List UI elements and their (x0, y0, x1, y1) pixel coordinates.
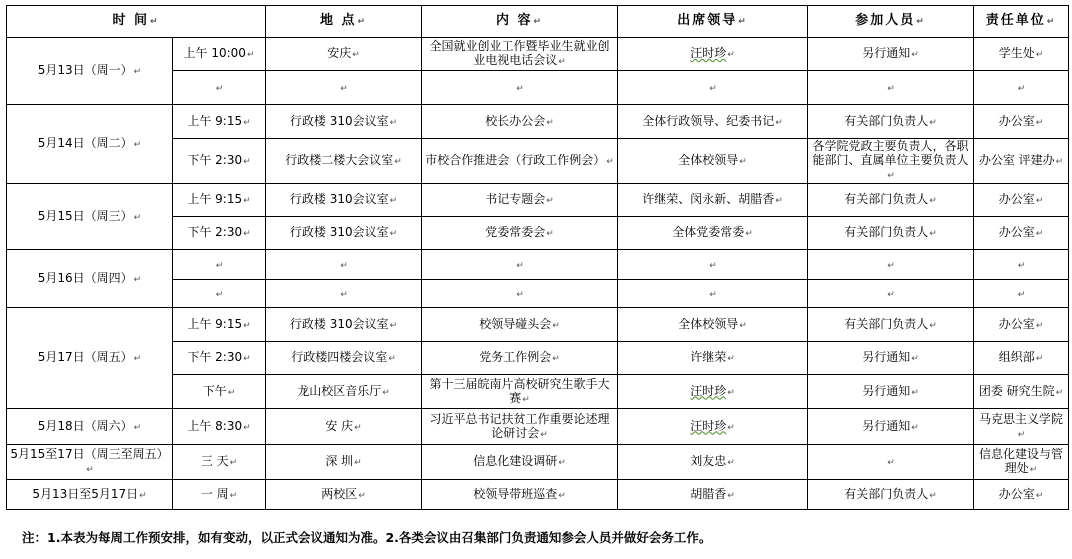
leader-cell: 许继荣↵ (618, 342, 808, 375)
attendees-cell: 另行通知↵ (808, 38, 974, 71)
leader-cell: 许继荣、闵永新、胡腊香↵ (618, 184, 808, 217)
header-time: 时 间↵ (7, 6, 266, 38)
leader-cell: ↵ (618, 71, 808, 105)
schedule-table (6, 5, 1069, 510)
time-cell: 三 天↵ (173, 445, 266, 480)
attendees-cell: 有关部门负责人↵ (808, 217, 974, 250)
place-cell: 行政楼 310会议室↵ (266, 184, 422, 217)
attendees-cell: ↵ (808, 280, 974, 308)
time-cell: ↵ (173, 280, 266, 308)
table-row (7, 409, 1069, 445)
content-cell: 党务工作例会↵ (422, 342, 618, 375)
content-cell: 校长办公会↵ (422, 105, 618, 139)
place-cell: ↵ (266, 71, 422, 105)
attendees-cell: 有关部门负责人↵ (808, 184, 974, 217)
leader-cell: 汪时珍↵ (618, 409, 808, 445)
place-cell: 安 庆↵ (266, 409, 422, 445)
leader-cell: 全体校领导↵ (618, 139, 808, 184)
time-cell: 上午 8:30↵ (173, 409, 266, 445)
header-leader: 出席领导↵ (618, 6, 808, 38)
place-cell: 深 圳↵ (266, 445, 422, 480)
unit-cell: 信息化建设与管理处↵ (974, 445, 1069, 480)
content-cell: 党委常委会↵ (422, 217, 618, 250)
unit-cell: 马克思主义学院↵ (974, 409, 1069, 445)
leader-cell: 胡腊香↵ (618, 480, 808, 510)
attendees-cell: 有关部门负责人↵ (808, 105, 974, 139)
place-cell: 行政楼四楼会议室↵ (266, 342, 422, 375)
leader-cell: ↵ (618, 280, 808, 308)
place-cell: ↵ (266, 280, 422, 308)
header-place: 地 点↵ (266, 6, 422, 38)
table-row (7, 105, 1069, 139)
time-cell: 下午↵ (173, 375, 266, 409)
content-cell: 市校合作推进会（行政工作例会）↵ (422, 139, 618, 184)
place-cell: 龙山校区音乐厅↵ (266, 375, 422, 409)
time-cell: 下午 2:30↵ (173, 342, 266, 375)
date-cell: 5月15日（周三）↵ (7, 184, 173, 250)
date-cell: 5月13日至5月17日↵ (7, 480, 173, 510)
attendees-cell: 有关部门负责人↵ (808, 480, 974, 510)
unit-cell: 办公室↵ (974, 308, 1069, 342)
content-cell: ↵ (422, 280, 618, 308)
place-cell: ↵ (266, 250, 422, 280)
time-cell: 上午 9:15↵ (173, 184, 266, 217)
content-cell: 习近平总书记扶贫工作重要论述理论研讨会↵ (422, 409, 618, 445)
table-row (7, 250, 1069, 280)
time-cell: 上午 9:15↵ (173, 105, 266, 139)
place-cell: 行政楼 310会议室↵ (266, 308, 422, 342)
table-row (7, 184, 1069, 217)
time-cell: 上午 9:15↵ (173, 308, 266, 342)
content-cell: 书记专题会↵ (422, 184, 618, 217)
table-row (7, 38, 1069, 71)
date-cell: 5月17日（周五）↵ (7, 308, 173, 409)
unit-cell: ↵ (974, 280, 1069, 308)
unit-cell: 办公室 评建办↵ (974, 139, 1069, 184)
content-cell: ↵ (422, 71, 618, 105)
attendees-cell: 各学院党政主要负责人，各职能部门、直属单位主要负责人↵ (808, 139, 974, 184)
time-cell: ↵ (173, 71, 266, 105)
unit-cell: 学生处↵ (974, 38, 1069, 71)
content-cell: 全国就业创业工作暨毕业生就业创业电视电话会议↵ (422, 38, 618, 71)
unit-cell: 办公室↵ (974, 105, 1069, 139)
header-row (7, 6, 1069, 38)
unit-cell: 组织部↵ (974, 342, 1069, 375)
time-cell: 上午 10:00↵ (173, 38, 266, 71)
content-cell: 校领导带班巡查↵ (422, 480, 618, 510)
header-unit: 责任单位↵ (974, 6, 1069, 38)
attendees-cell: ↵ (808, 71, 974, 105)
leader-cell: ↵ (618, 250, 808, 280)
attendees-cell: 有关部门负责人↵ (808, 308, 974, 342)
unit-cell: 办公室↵ (974, 217, 1069, 250)
time-cell: 下午 2:30↵ (173, 139, 266, 184)
time-cell: 一 周↵ (173, 480, 266, 510)
content-cell: ↵ (422, 250, 618, 280)
leader-cell: 刘友忠↵ (618, 445, 808, 480)
date-cell: 5月14日（周二）↵ (7, 105, 173, 184)
unit-cell: ↵ (974, 71, 1069, 105)
place-cell: 行政楼 310会议室↵ (266, 217, 422, 250)
content-cell: 第十三届皖南片高校研究生歌手大赛↵ (422, 375, 618, 409)
attendees-cell: ↵ (808, 250, 974, 280)
header-attendees: 参加人员↵ (808, 6, 974, 38)
place-cell: 行政楼二楼大会议室↵ (266, 139, 422, 184)
date-cell: 5月18日（周六）↵ (7, 409, 173, 445)
table-row (7, 480, 1069, 510)
attendees-cell: 另行通知↵ (808, 342, 974, 375)
place-cell: 两校区↵ (266, 480, 422, 510)
leader-cell: 汪时珍↵ (618, 375, 808, 409)
unit-cell: 办公室↵ (974, 184, 1069, 217)
place-cell: 安庆↵ (266, 38, 422, 71)
header-content: 内 容↵ (422, 6, 618, 38)
time-cell: 下午 2:30↵ (173, 217, 266, 250)
leader-cell: 汪时珍↵ (618, 38, 808, 71)
table-row (7, 445, 1069, 480)
leader-cell: 全体校领导↵ (618, 308, 808, 342)
time-cell: ↵ (173, 250, 266, 280)
content-cell: 校领导碰头会↵ (422, 308, 618, 342)
date-cell: 5月16日（周四）↵ (7, 250, 173, 308)
schedule-body (7, 38, 1069, 510)
unit-cell: 团委 研究生院↵ (974, 375, 1069, 409)
attendees-cell: ↵ (808, 445, 974, 480)
date-cell: 5月13日（周一）↵ (7, 38, 173, 105)
place-cell: 行政楼 310会议室↵ (266, 105, 422, 139)
unit-cell: 办公室↵ (974, 480, 1069, 510)
date-cell: 5月15至17日（周三至周五）↵ (7, 445, 173, 480)
leader-cell: 全体行政领导、纪委书记↵ (618, 105, 808, 139)
content-cell: 信息化建设调研↵ (422, 445, 618, 480)
table-row (7, 308, 1069, 342)
footnote: 注：1.本表为每周工作预安排，如有变动，以正式会议通知为准。2.各类会议由召集部门负责通知参会人员并做好会务工作。 (22, 530, 712, 545)
unit-cell: ↵ (974, 250, 1069, 280)
attendees-cell: 另行通知↵ (808, 375, 974, 409)
leader-cell: 全体党委常委↵ (618, 217, 808, 250)
attendees-cell: 另行通知↵ (808, 409, 974, 445)
